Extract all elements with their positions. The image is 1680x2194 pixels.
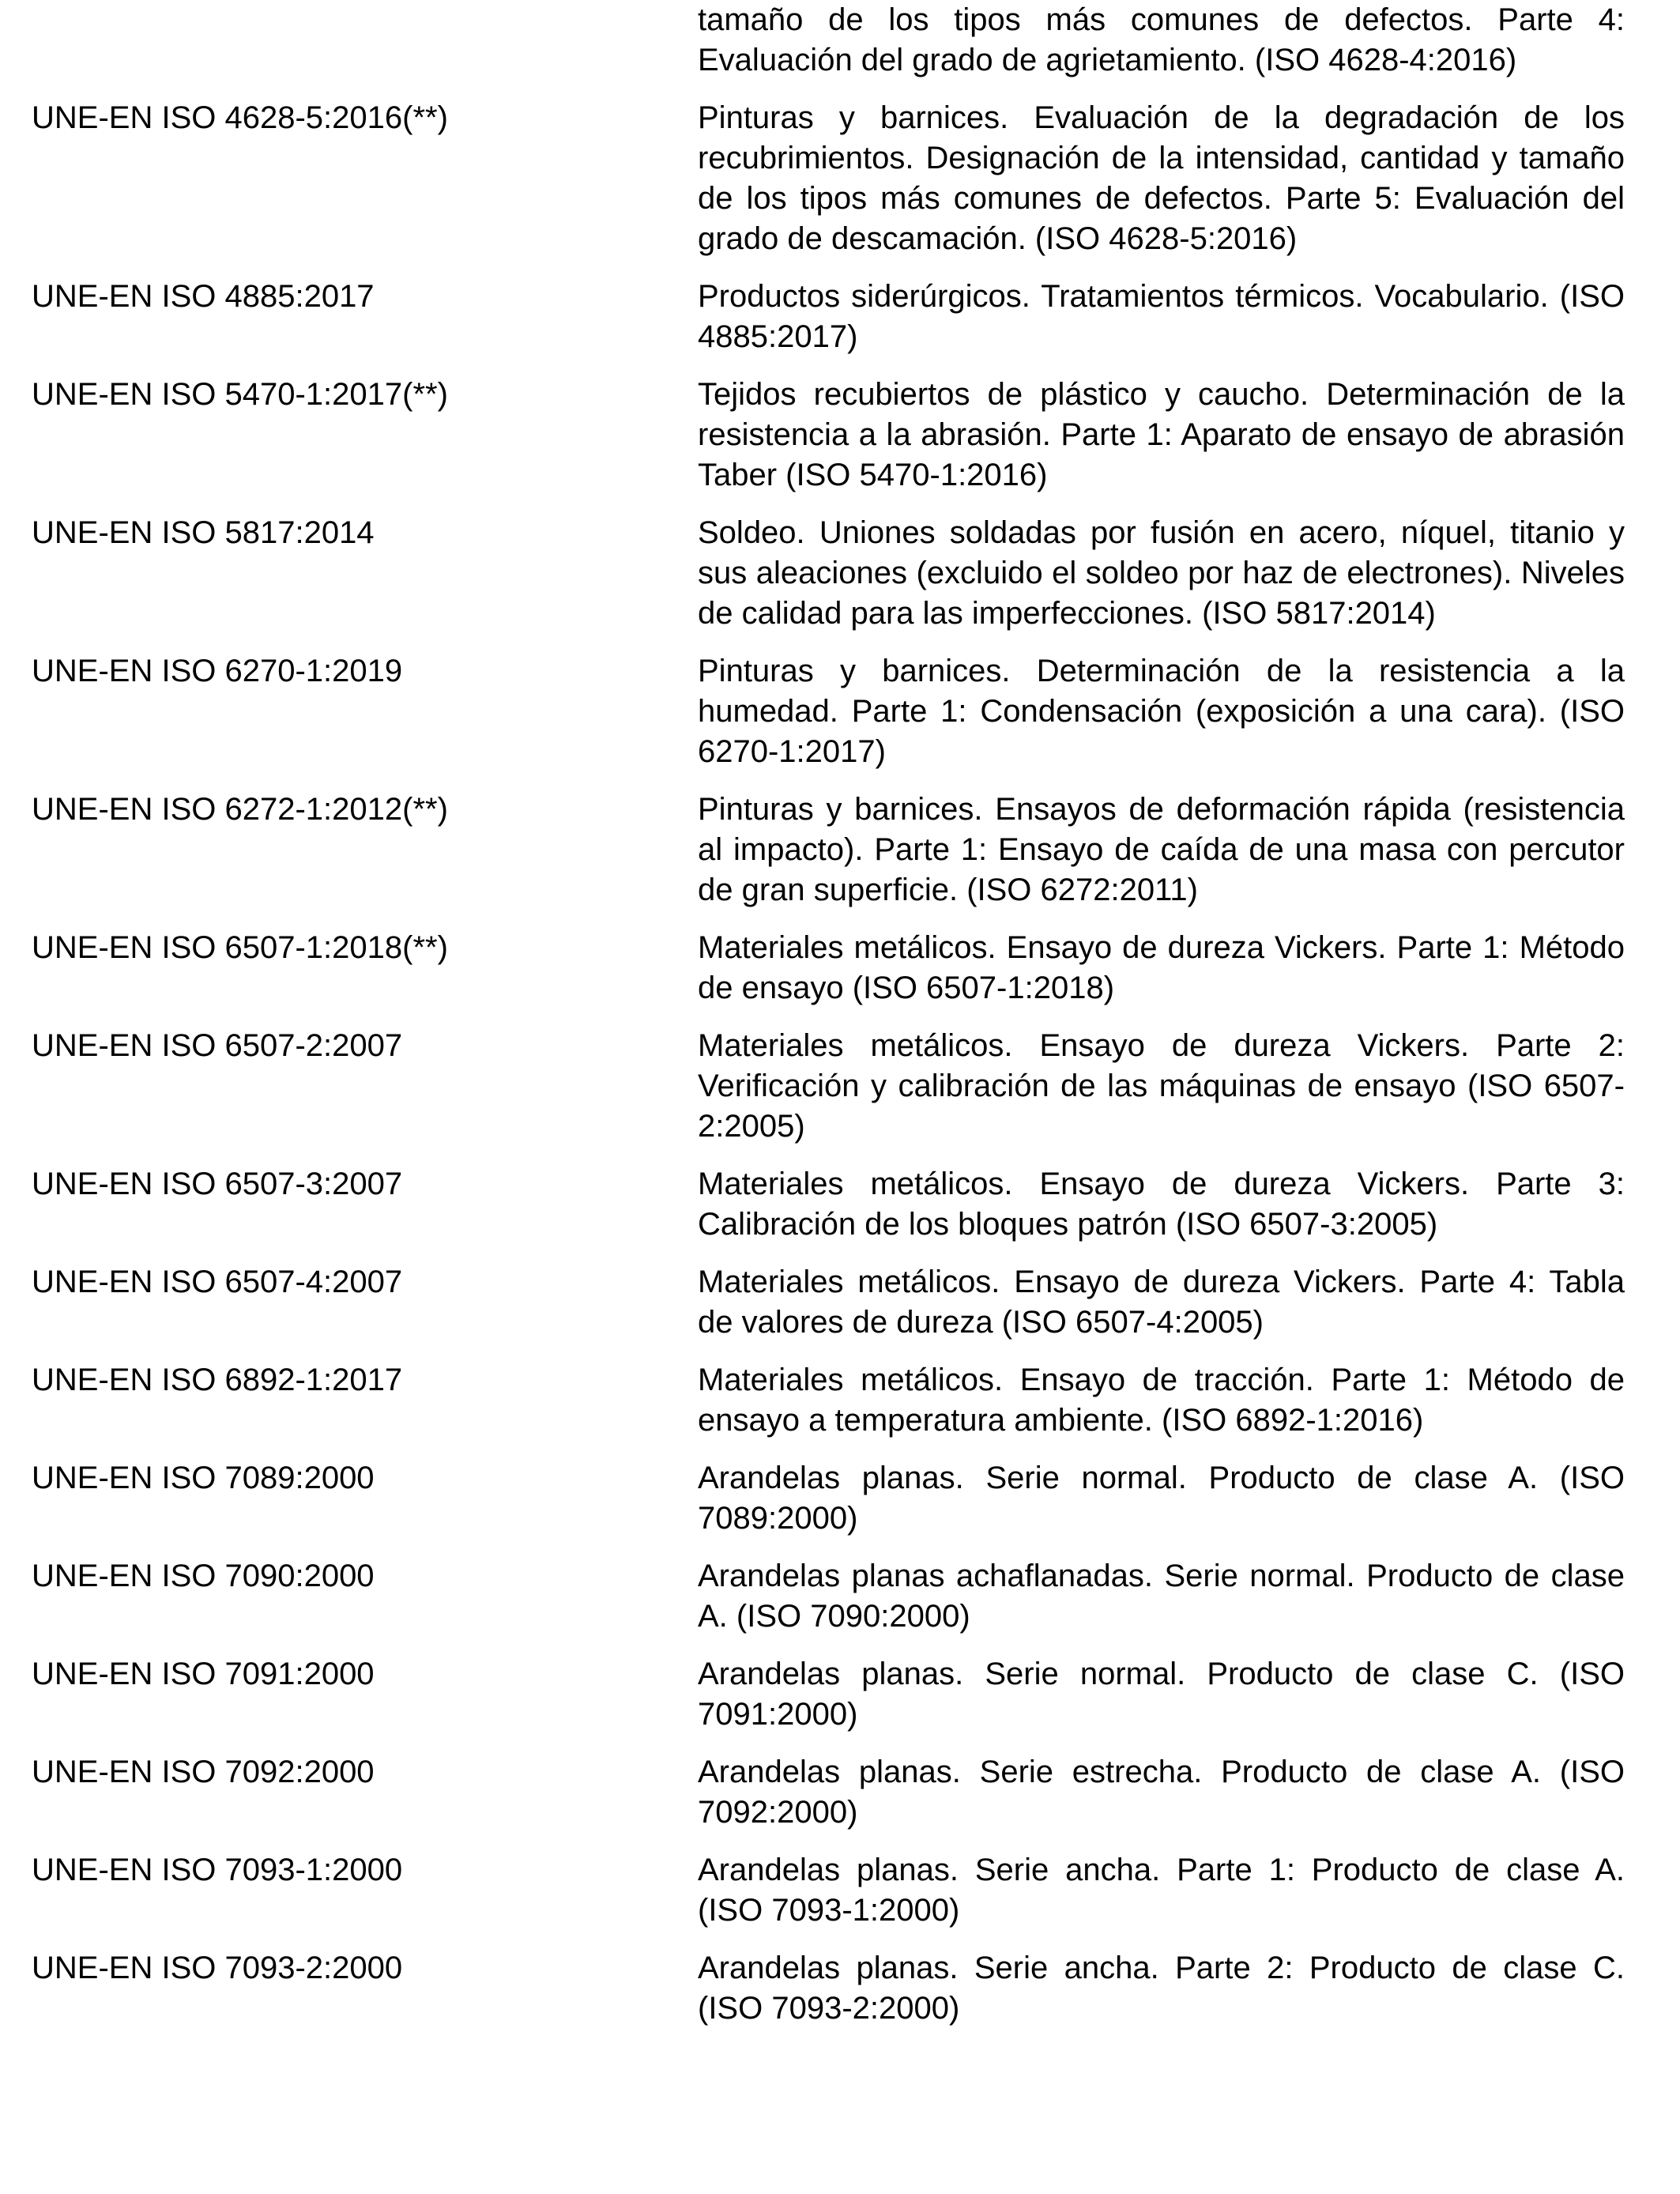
standard-description: Pinturas y barnices. Determinación de la resistencia a la humedad. Parte 1: Condensación (exposición a una cara). (ISO 6270-1:2017) bbox=[698, 654, 1625, 769]
standard-code: UNE-EN ISO 6272-1:2012(**) bbox=[32, 792, 448, 827]
standard-description: Materiales metálicos. Ensayo de tracción. Parte 1: Método de ensayo a temperatura ambiente. (ISO 6892-1:2016) bbox=[698, 1363, 1625, 1438]
standard-code: UNE-EN ISO 7092:2000 bbox=[32, 1755, 375, 1789]
standard-code: UNE-EN ISO 6892-1:2017 bbox=[32, 1363, 403, 1397]
table-row bbox=[32, 1948, 1628, 2029]
standard-code: UNE-EN ISO 7093-1:2000 bbox=[32, 1853, 403, 1887]
standard-description: Productos siderúrgicos. Tratamientos térmicos. Vocabulario. (ISO 4885:2017) bbox=[698, 279, 1625, 354]
standard-code: UNE-EN ISO 6270-1:2019 bbox=[32, 654, 403, 688]
standard-description: Arandelas planas. Serie ancha. Parte 1: Producto de clase A. (ISO 7093-1:2000) bbox=[698, 1853, 1625, 1928]
standard-code: UNE-EN ISO 7089:2000 bbox=[32, 1461, 375, 1495]
standard-description: Pinturas y barnices. Ensayos de deformación rápida (resistencia al impacto). Parte 1: Ensayo de caída de una masa con percutor de gran superficie. (ISO 6272:2011) bbox=[698, 792, 1625, 907]
standard-code: UNE-EN ISO 4885:2017 bbox=[32, 279, 375, 314]
standard-description: Materiales metálicos. Ensayo de dureza Vickers. Parte 1: Método de ensayo (ISO 6507-1:2018) bbox=[698, 930, 1625, 1005]
standard-description: Arandelas planas. Serie normal. Producto de clase A. (ISO 7089:2000) bbox=[698, 1461, 1625, 1536]
table-row bbox=[32, 375, 1628, 496]
standard-code: UNE-EN ISO 5817:2014 bbox=[32, 515, 375, 550]
standard-description: Soldeo. Uniones soldadas por fusión en acero, níquel, titanio y sus aleaciones (excluido el soldeo por haz de electrones). Niveles de calidad para las imperfecciones. (ISO 5817:2014) bbox=[698, 515, 1625, 631]
table-row bbox=[32, 1850, 1628, 1931]
standard-code: UNE-EN ISO 7091:2000 bbox=[32, 1657, 375, 1691]
table-row bbox=[32, 1164, 1628, 1245]
table-row bbox=[32, 1458, 1628, 1539]
standard-description: Arandelas planas achaflanadas. Serie normal. Producto de clase A. (ISO 7090:2000) bbox=[698, 1559, 1625, 1634]
table-row bbox=[32, 928, 1628, 1008]
table-row bbox=[32, 0, 1628, 81]
table-row bbox=[32, 98, 1628, 259]
standard-description: Arandelas planas. Serie estrecha. Producto de clase A. (ISO 7092:2000) bbox=[698, 1755, 1625, 1830]
standard-description: tamaño de los tipos más comunes de defectos. Parte 4: Evaluación del grado de agrietamiento. (ISO 4628-4:2016) bbox=[698, 2, 1625, 77]
standard-description: Materiales metálicos. Ensayo de dureza Vickers. Parte 3: Calibración de los bloques patrón (ISO 6507-3:2005) bbox=[698, 1167, 1625, 1242]
standard-code: UNE-EN ISO 6507-4:2007 bbox=[32, 1265, 403, 1299]
standard-code: UNE-EN ISO 6507-1:2018(**) bbox=[32, 930, 448, 965]
table-row bbox=[32, 1752, 1628, 1833]
standard-code: UNE-EN ISO 7093-2:2000 bbox=[32, 1951, 403, 1985]
standard-description: Arandelas planas. Serie normal. Producto de clase C. (ISO 7091:2000) bbox=[698, 1657, 1625, 1732]
table-row bbox=[32, 1556, 1628, 1637]
table-row bbox=[32, 513, 1628, 634]
standards-table bbox=[32, 0, 1628, 2046]
table-row bbox=[32, 1026, 1628, 1147]
table-row bbox=[32, 790, 1628, 910]
table-row bbox=[32, 651, 1628, 772]
table-row bbox=[32, 1654, 1628, 1735]
standard-description: Tejidos recubiertos de plástico y caucho. Determinación de la resistencia a la abrasión. Parte 1: Aparato de ensayo de abrasión Taber (ISO 5470-1:2016) bbox=[698, 377, 1625, 492]
standard-description: Pinturas y barnices. Evaluación de la degradación de los recubrimientos. Designación de la intensidad, cantidad y tamaño de los tipos más comunes de defectos. Parte 5: Evaluación del grado de descamación. (ISO 4628-5:2016) bbox=[698, 100, 1625, 256]
table-row bbox=[32, 1262, 1628, 1343]
standard-code: UNE-EN ISO 6507-2:2007 bbox=[32, 1028, 403, 1063]
standard-description: Materiales metálicos. Ensayo de dureza Vickers. Parte 2: Verificación y calibración de las máquinas de ensayo (ISO 6507-2:2005) bbox=[698, 1028, 1625, 1144]
standard-description: Arandelas planas. Serie ancha. Parte 2: Producto de clase C. (ISO 7093-2:2000) bbox=[698, 1951, 1625, 2026]
table-row bbox=[32, 277, 1628, 357]
standard-description: Materiales metálicos. Ensayo de dureza Vickers. Parte 4: Tabla de valores de dureza (ISO 6507-4:2005) bbox=[698, 1265, 1625, 1340]
standard-code: UNE-EN ISO 4628-5:2016(**) bbox=[32, 100, 448, 135]
standard-code: UNE-EN ISO 7090:2000 bbox=[32, 1559, 375, 1593]
table-row bbox=[32, 1360, 1628, 1441]
standard-code: UNE-EN ISO 6507-3:2007 bbox=[32, 1167, 403, 1201]
standard-code: UNE-EN ISO 5470-1:2017(**) bbox=[32, 377, 448, 412]
